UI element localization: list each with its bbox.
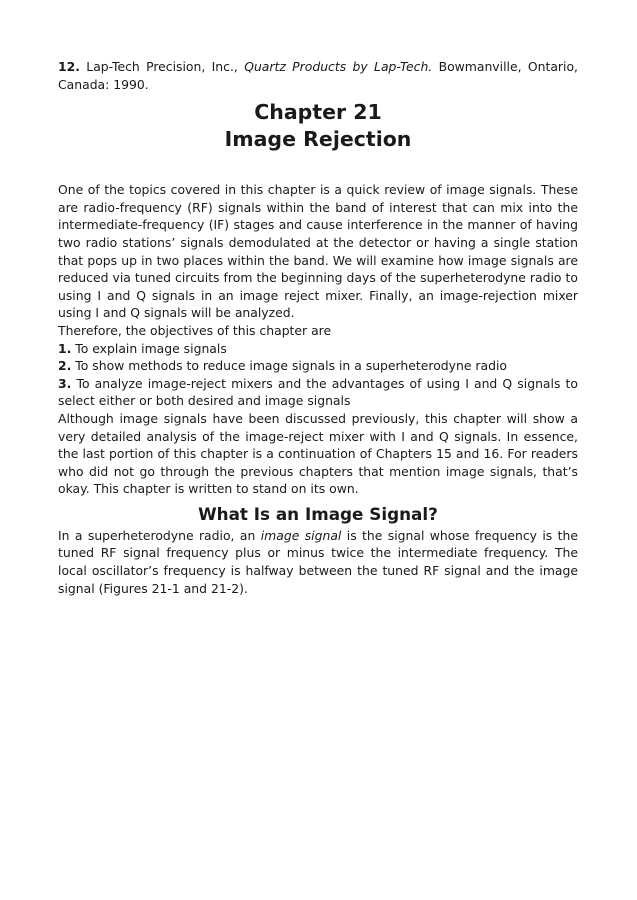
intro-paragraph: One of the topics covered in this chapter is a quick review of image signals. These are radio-frequency (RF) signals within the band of interest that can mix into the intermediate-frequency (IF) stages and cause interference in the manner of having two radio stations’ signals demodulated at the detector or having a single station that pops up in two places within the band. We will examine how image signals are reduced via tuned circuits from the beginning days of the superheterodyne radio to using I and Q signals in an image reject mixer. Finally, an image-rejection mixer using I and Q signals will be analyzed. — [58, 182, 578, 321]
section-text-end: is the signal whose frequency is the tuned RF signal frequency plus or minus twice the intermediate frequency. The local oscillator’s frequency is halfway between the tuned RF signal and the image signal (Figures 21-1 and 21-2). — [58, 527, 578, 596]
objectives-intro: Therefore, the objectives of this chapter are — [58, 322, 332, 338]
reference-title: Quartz Products by Lap-Tech. — [244, 59, 433, 74]
reference-entry — [58, 58, 578, 93]
reference-author: Lap-Tech Precision, Inc., — [86, 59, 238, 74]
objective-number: 1. — [58, 340, 72, 356]
objective-number: 3. — [58, 375, 72, 391]
section-heading: What Is an Image Signal? — [198, 503, 438, 524]
chapter-title: Image Rejection — [224, 127, 412, 152]
continuation-paragraph: Although image signals have been discussed previously, this chapter will show a very detailed analysis of the image-reject mixer with I and Q signals. In essence, the last portion of this chapter is a continuation of Chapters 15 and 16. For readers who did not go through the previous chapters that mention image signals, that’s okay. This chapter is written to stand on its own. — [58, 410, 578, 497]
page-content — [58, 58, 578, 597]
objective-text: To explain image signals — [75, 340, 227, 356]
objective-text: To show methods to reduce image signals in a superheterodyne radio — [75, 358, 507, 374]
objective-text: To analyze image-reject mixers and the advantages of using I and Q signals to select either or both desired and image signals — [58, 375, 578, 409]
section-term: image signal — [260, 527, 342, 543]
section-text-start: In a superheterodyne radio, an — [58, 527, 256, 543]
reference-number: 12. — [58, 59, 80, 74]
objective-item — [58, 340, 578, 358]
section-paragraph — [58, 527, 578, 597]
objective-number: 2. — [58, 358, 72, 374]
objective-item — [58, 357, 578, 375]
reference-place: Bowmanville, Ontario, Canada: 1990. — [58, 59, 578, 92]
chapter-label: Chapter 21 — [254, 100, 382, 125]
objective-item — [58, 375, 578, 410]
